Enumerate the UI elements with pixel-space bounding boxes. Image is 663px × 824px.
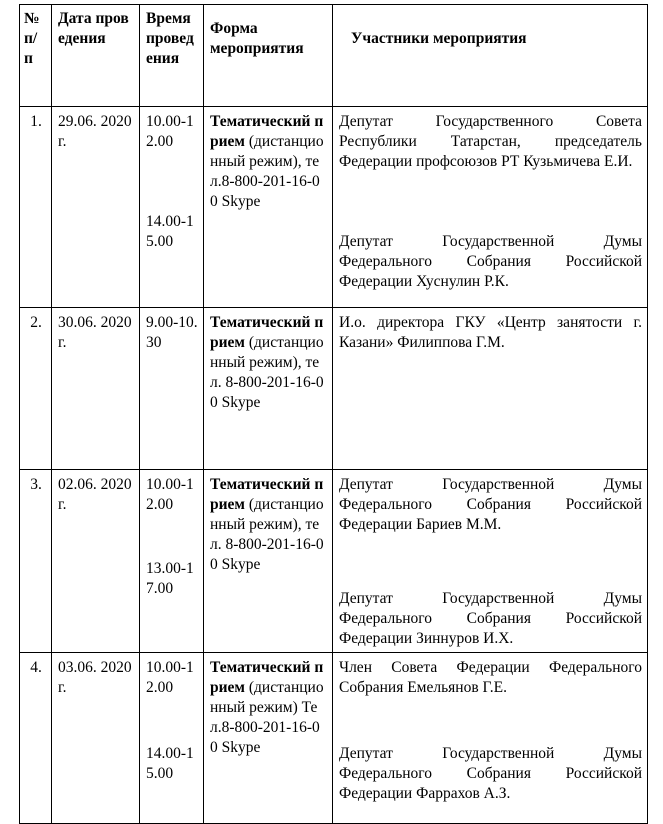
row-time (140, 308, 204, 470)
form-title: Тематический прием (210, 113, 324, 150)
row-date: 30.06. 2020 г. (52, 308, 140, 470)
form-details: (дистанционный режим) Тел.8-800-201-16-00 Skype (210, 679, 324, 756)
row-form (204, 107, 333, 308)
participant: Депутат Государственного Совета Республики Татарстан, председатель Федерации профсоюзов РТ Кузьмичева Е.И. (339, 113, 642, 170)
form-details: (дистанционный режим), тел. 8-800-201-16-00 Skype (210, 334, 324, 411)
row-num: 1. (20, 107, 52, 308)
row-participants (333, 470, 648, 653)
row-form (204, 470, 333, 653)
header-time: Время проведения (140, 5, 204, 107)
participant: Член Совета Федерации Федерального Собрания Емельянов Г.Е. (339, 659, 642, 696)
time-slot: 10.00-12.00 (146, 476, 194, 513)
participant: Депутат Государственной Думы Федерального Собрания Российской Федерации Бариев М.М. (339, 476, 642, 533)
row-date: 29.06. 2020 г. (52, 107, 140, 308)
form-details: (дистанционный режим), тел.8-800-201-16-00 Skype (210, 133, 324, 210)
row-date: 03.06. 2020 г. (52, 653, 140, 824)
time-slot: 14.00-15.00 (146, 213, 194, 250)
row-time (140, 470, 204, 653)
participant: Депутат Государственной Думы Федерального Собрания Российской Федерации Хуснулин Р.К. (339, 233, 642, 290)
time-slot: 10.00-12.00 (146, 113, 194, 150)
participant: Депутат Государственной Думы Федерального Собрания Российской Федерации Фаррахов А.З. (339, 745, 642, 802)
table-row (20, 308, 648, 470)
events-table (19, 4, 648, 824)
form-title: Тематический прием (210, 314, 324, 351)
header-form: Форма мероприятия (204, 5, 333, 107)
row-num: 4. (20, 653, 52, 824)
row-form (204, 653, 333, 824)
time-slot: 13.00-17.00 (146, 560, 194, 597)
row-participants (333, 308, 648, 470)
header-participants: Участники мероприятия (333, 5, 648, 107)
participant: Депутат Государственной Думы Федерального Собрания Российской Федерации Зиннуров И.Х. (339, 590, 642, 647)
header-row (20, 5, 648, 107)
row-time (140, 653, 204, 824)
form-title: Тематический прием (210, 659, 324, 696)
table-row (20, 470, 648, 653)
row-form (204, 308, 333, 470)
row-num: 2. (20, 308, 52, 470)
row-participants (333, 653, 648, 824)
table-row (20, 653, 648, 824)
table-row (20, 107, 648, 308)
form-details: (дистанционный режим), тел. 8-800-201-16-00 Skype (210, 496, 324, 573)
header-date: Дата проведения (52, 5, 140, 107)
row-date: 02.06. 2020 г. (52, 470, 140, 653)
participant: И.о. директора ГКУ «Центр занятости г. Казани» Филиппова Г.М. (339, 314, 642, 351)
time-slot: 9.00-10.30 (146, 314, 198, 351)
row-time (140, 107, 204, 308)
form-title: Тематический прием (210, 476, 324, 513)
row-participants (333, 107, 648, 308)
row-num: 3. (20, 470, 52, 653)
time-slot: 10.00-12.00 (146, 659, 194, 696)
header-num: № п/п (20, 5, 52, 107)
time-slot: 14.00-15.00 (146, 745, 194, 782)
